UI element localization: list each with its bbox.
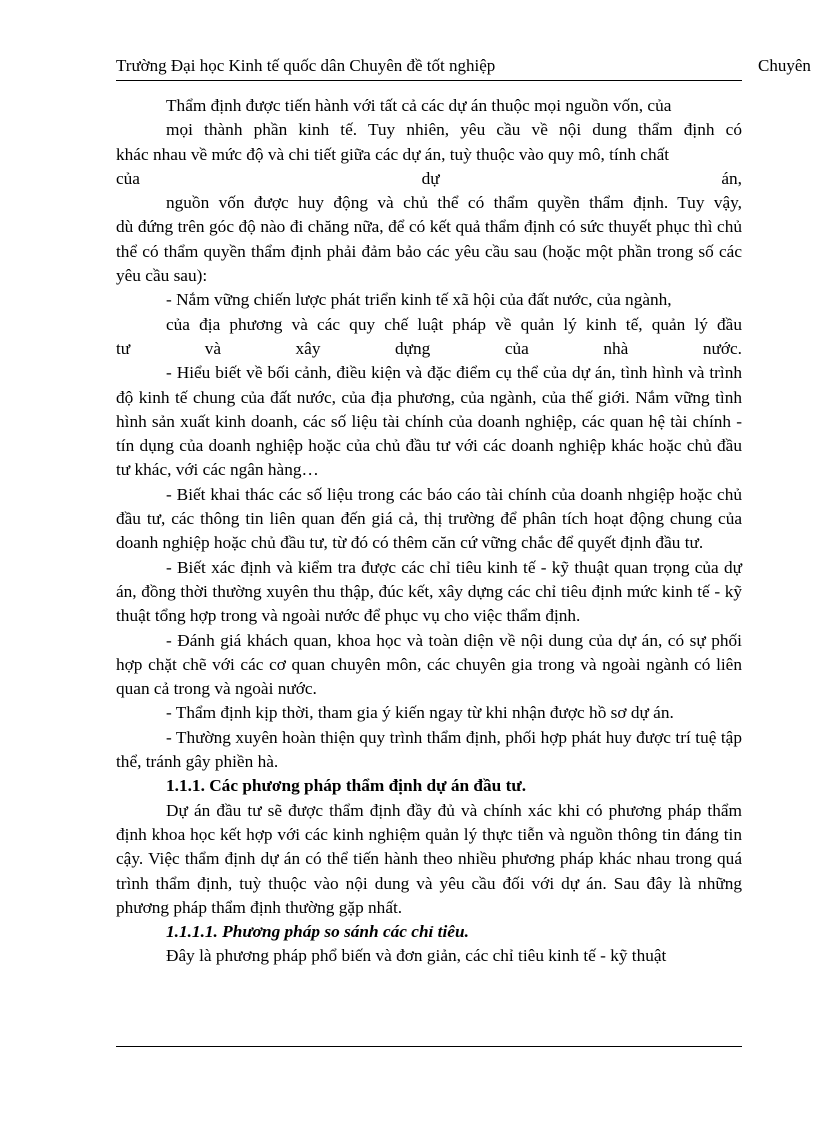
paragraph: khác nhau về mức độ và chi tiết giữa các dự án, tuỳ thuộc vào quy mô, tính chất [116,144,670,164]
paragraph: dù đứng trên góc độ nào đi chăng nữa, để có kết quả thẩm định có sức thuyết phục thì chủ thể có thẩm quyền thẩm định phải đảm bảo các yêu cầu sau (hoặc một phần trong số các yêu cầu sau): [116,217,742,286]
page-header [116,52,811,81]
paragraph: - Thường xuyên hoàn thiện quy trình thẩm định, phối hợp phát huy được trí tuệ tập thể, tránh gây phiền hà. [116,727,742,772]
paragraph: - Biết xác định và kiểm tra được các chỉ tiêu kinh tế - kỹ thuật quan trọng của dự án, đồng thời thường xuyên thu thập, đúc kết, xây dựng các chỉ tiêu định mức kinh tế - kỹ thuật tổng hợp trong và ngoài nước để phục vụ cho việc thẩm định. [116,557,742,626]
paragraph: nguồn vốn được huy động và chủ thể có thẩm quyền thẩm định. Tuy vậy, [166,193,742,213]
section-heading: 1.1.1. Các phương pháp thẩm định dự án đầu tư. [166,776,527,796]
paragraph: - Nắm vững chiến lược phát triển kinh tế xã hội của đất nước, của ngành, [166,290,672,310]
paragraph: mọi thành phần kinh tế. Tuy nhiên, yêu cầu về nội dung thẩm định có [166,120,742,140]
paragraph: của dự án, [116,168,742,188]
paragraph: - Đánh giá khách quan, khoa học và toàn diện về nội dung của dự án, có sự phối hợp chặt chẽ với các cơ quan chuyên môn, các chuyên gia trong và ngoài ngành có liên quan cả trong và ngoài nước. [116,630,742,699]
paragraph: tư và xây dựng của nhà nước. [116,338,742,358]
header-title: Trường Đại học Kinh tế quốc dân Chuyên đề tốt nghiệp [116,56,496,75]
paragraph: Thẩm định được tiến hành với tất cả các dự án thuộc mọi nguồn vốn, của [166,96,672,115]
paragraph: - Biết khai thác các số liệu trong các báo cáo tài chính của doanh nhgiệp hoặc chủ đầu tư, các thông tin liên quan đến giá cả, thị trường để phân tích hoạt động chung của doanh nghiệp hoặc chủ đầu tư, từ đó có thêm căn cứ vững chắc để quyết định đầu tư. [116,484,742,553]
footer-rule [116,1046,742,1047]
subsection-heading: 1.1.1.1. Phương pháp so sánh các chỉ tiêu. [166,922,469,942]
paragraph: Đây là phương pháp phổ biến và đơn giản, các chỉ tiêu kinh tế - kỹ thuật [166,946,667,966]
paragraph: Dự án đầu tư sẽ được thẩm định đầy đủ và chính xác khi có phương pháp thẩm định khoa học kết hợp với các kinh nghiệm quản lý thực tiễn và nguồn thông tin đáng tin cậy. Việc thẩm định dự án có thể tiến hành theo nhiều phương pháp khác nhau trong quá trình thẩm định, tuỳ thuộc vào nội dung và yêu cầu đối với dự án. Sau đây là những phương pháp thẩm định thường gặp nhất. [116,800,742,917]
paragraph: - Hiểu biết về bối cảnh, điều kiện và đặc điểm cụ thể của dự án, tình hình và trình độ kinh tế chung của đất nước, của địa phương, của ngành, của thế giới. Nắm vững tình hình sản xuất kinh doanh, các số liệu tài chính của doanh nghiệp, các quan hệ tài chính - tín dụng của doanh nghiệp hoặc của chủ đầu tư với các doanh nghiệp khác hoặc chủ đầu tư khác, với các ngân hàng… [116,363,742,480]
document-body [116,94,742,969]
header-right-text: Chuyên [758,56,811,75]
paragraph: - Thẩm định kịp thời, tham gia ý kiến ngay từ khi nhận được hồ sơ dự án. [166,703,674,723]
paragraph: của địa phương và các quy chế luật pháp về quản lý kinh tế, quản lý đầu [166,314,742,334]
